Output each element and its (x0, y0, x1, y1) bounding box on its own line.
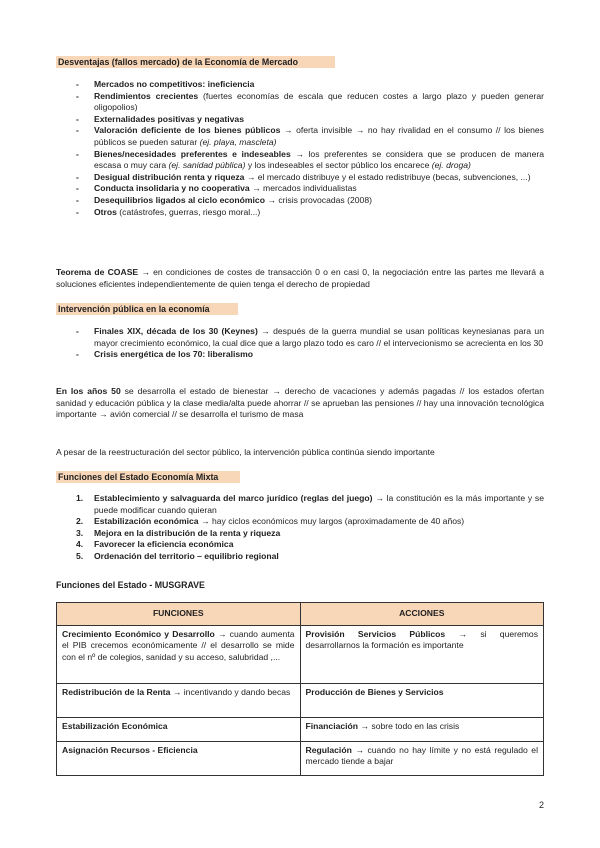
list-item: - Valoración deficiente de los bienes públicos → oferta invisible → no hay rivalidad en el consumo // los bienes públicos se pueden saturar (ej. playa, mascleta) (56, 125, 544, 148)
list-item: 5. Ordenación del territorio – equilibrio regional (76, 550, 279, 561)
list-item: 2. Estabilización económica → hay ciclos económicos muy largos (aproximadamente de 40 años) (76, 516, 465, 527)
list-item: - Finales XIX, década de los 30 (Keynes) → después de la guerra mundial se usan políticas keynesianas para un mayor crecimiento económico, la cual dice que a largo plazo todo es caro // el intervecionismo se acrecienta en los 30 (56, 326, 544, 349)
table-cell: Estabilización Económica (57, 717, 301, 741)
list-item: - Mercados no competitivos: ineficiencia (56, 79, 544, 91)
table-cell: Financiación → sobre todo en las crisis (300, 717, 544, 741)
musgrave-table (56, 602, 544, 776)
header-acciones: ACCIONES (300, 603, 544, 626)
list-item: 3. Mejora en la distribución de la renta y riqueza (76, 527, 281, 538)
list-item: - Desigual distribución renta y riqueza → el mercado distribuye y el estado redistribuye (becas, subvenciones, ...) (56, 172, 544, 184)
page-number: 2 (538, 800, 544, 810)
coase-paragraph: Teorema de COASE → en condiciones de costes de transacción 0 o en casi 0, la negociación entre las partes me llevará a soluciones eficientes independientemente de quien tenga el derecho de propiedad (56, 267, 544, 289)
table-cell: Asignación Recursos - Eficiencia (57, 741, 301, 775)
section-heading-intervencion: Intervención pública en la economía (56, 303, 238, 315)
list-item: - Rendimientos crecientes (fuertes economías de escala que reducen costes a largo plazo y pueden generar oligopolios) (56, 91, 544, 114)
list-item: 1. Establecimiento y salvaguarda del marco jurídico (reglas del juego) → la constitución es la más importante y se puede modificar cuando quieran (76, 493, 544, 515)
table-cell: Producción de Bienes y Servicios (300, 683, 544, 717)
section-heading-funciones-mixta: Funciones del Estado Economía Mixta (56, 471, 240, 483)
list-item: - Desequilibrios ligados al ciclo económico → crisis provocadas (2008) (56, 195, 544, 207)
section-heading-fallos: Desventajas (fallos mercado) de la Economía de Mercado (56, 56, 335, 68)
list-item: - Conducta insolidaria y no cooperativa → mercados individualistas (56, 183, 544, 195)
list-item: - Otros (catástrofes, guerras, riesgo moral...) (56, 207, 544, 219)
table-cell: Regulación → cuando no hay límite y no está regulado el mercado tiende a bajar (300, 741, 544, 775)
table-row (57, 625, 544, 683)
header-funciones: FUNCIONES (57, 603, 301, 626)
table-cell: Provisión Servicios Públicos → si queremos desarrollarnos la formación es importante (300, 625, 544, 683)
table-row (57, 683, 544, 717)
fallos-list (56, 79, 544, 218)
list-item: - Crisis energética de los 70: liberalismo (56, 349, 544, 361)
reestructuracion-paragraph: A pesar de la reestructuración del sector público, la intervención pública continúa siendo importante (56, 447, 435, 457)
table-cell: Crecimiento Económico y Desarrollo → cuando aumenta el PIB crecemos económicamente // el desarrollo se mide con el nº de colegios, sanidad y su acceso, salubridad ,... (57, 625, 301, 683)
anios50-paragraph: En los años 50 se desarrolla el estado de bienestar → derecho de vacaciones y además pagadas // los estados ofertan sanidad y educación pública y la clase media/alta puede ahorrar // se aprueban las pensiones // hay una innovación tecnológica importante → avión comercial // se desarrolla el turismo de masa (56, 386, 544, 420)
funciones-mixta-list (56, 493, 544, 563)
list-item: - Externalidades positivas y negativas (56, 114, 544, 126)
table-row (57, 717, 544, 741)
list-item: - Bienes/necesidades preferentes e indeseables → los preferentes se considera que se producen de manera escasa o muy cara (ej. sanidad pública) y los indeseables el sector público los encarece (ej. droga) (56, 149, 544, 172)
list-item: 4. Favorecer la eficiencia económica (76, 539, 234, 550)
intervencion-list (56, 326, 544, 361)
table-cell: Redistribución de la Renta → incentivando y dando becas (57, 683, 301, 717)
section-heading-musgrave: Funciones del Estado - MUSGRAVE (56, 580, 205, 590)
table-row (57, 741, 544, 775)
table-header-row (57, 603, 544, 626)
